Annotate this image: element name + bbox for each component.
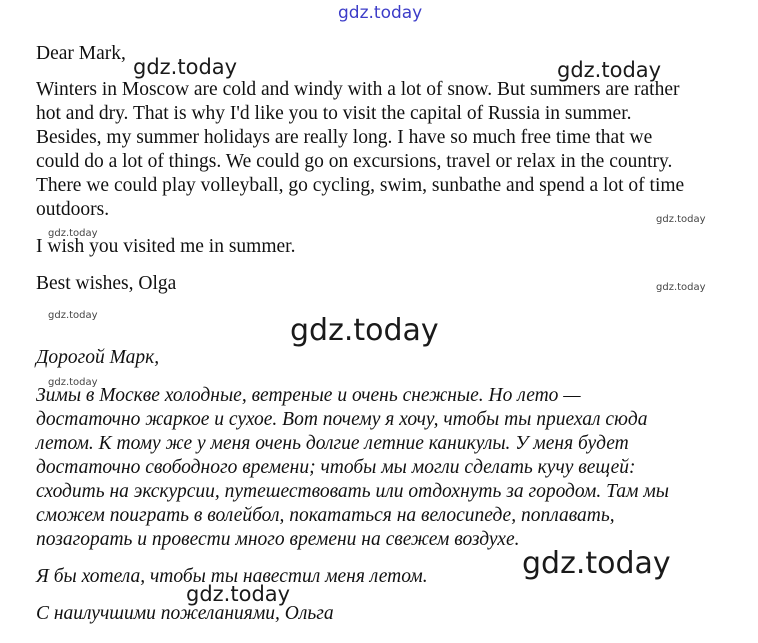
wish-line: I wish you visited me in summer.	[36, 236, 296, 257]
watermark: gdz.today	[48, 310, 98, 321]
body-line: outdoors.	[36, 199, 110, 220]
watermark: gdz.today	[338, 3, 423, 23]
body-line: could do a lot of things. We could go on excursions, travel or relax in the country.	[36, 151, 673, 172]
wish-line: Я бы хотела, чтобы ты навестил меня летом.	[36, 566, 428, 587]
watermark: gdz.today	[133, 55, 238, 79]
body-line: сходить на экскурсии, путешествовать или отдохнуть за городом. Там мы	[36, 481, 669, 502]
greeting: Дорогой Марк,	[36, 347, 160, 368]
body-line: летом. К тому же у меня очень долгие летние каникулы. У меня будет	[36, 433, 629, 454]
watermark: gdz.today	[48, 377, 98, 388]
closing-line: Best wishes, Olga	[36, 273, 177, 294]
watermark: gdz.today	[290, 313, 439, 348]
watermark: gdz.today	[656, 282, 706, 293]
body-line: Зимы в Москве холодные, ветреные и очень снежные. Но лето —	[36, 385, 581, 406]
body-line: hot and dry. That is why I'd like you to visit the capital of Russia in summer.	[36, 103, 632, 124]
watermark: gdz.today	[186, 582, 291, 606]
watermark: gdz.today	[656, 214, 706, 225]
body-line: достаточно свободного времени; чтобы мы могли сделать кучу вещей:	[36, 457, 636, 478]
watermark: gdz.today	[557, 58, 662, 82]
watermark: gdz.today	[48, 228, 98, 239]
watermark: gdz.today	[522, 546, 671, 581]
body-line: Winters in Moscow are cold and windy with a lot of snow. But summers are rather	[36, 79, 680, 100]
greeting: Dear Mark,	[36, 43, 126, 64]
body-line: достаточно жаркое и сухое. Вот почему я хочу, чтобы ты приехал сюда	[36, 409, 648, 430]
closing-line: С наилучшими пожеланиями, Ольга	[36, 603, 334, 624]
body-line: There we could play volleyball, go cycling, swim, sunbathe and spend a lot of time	[36, 175, 685, 196]
body-line: Besides, my summer holidays are really long. I have so much free time that we	[36, 127, 653, 148]
body-line: сможем поиграть в волейбол, покататься на велосипеде, поплавать,	[36, 505, 615, 526]
body-line: позагорать и провести много времени на свежем воздухе.	[36, 529, 520, 550]
